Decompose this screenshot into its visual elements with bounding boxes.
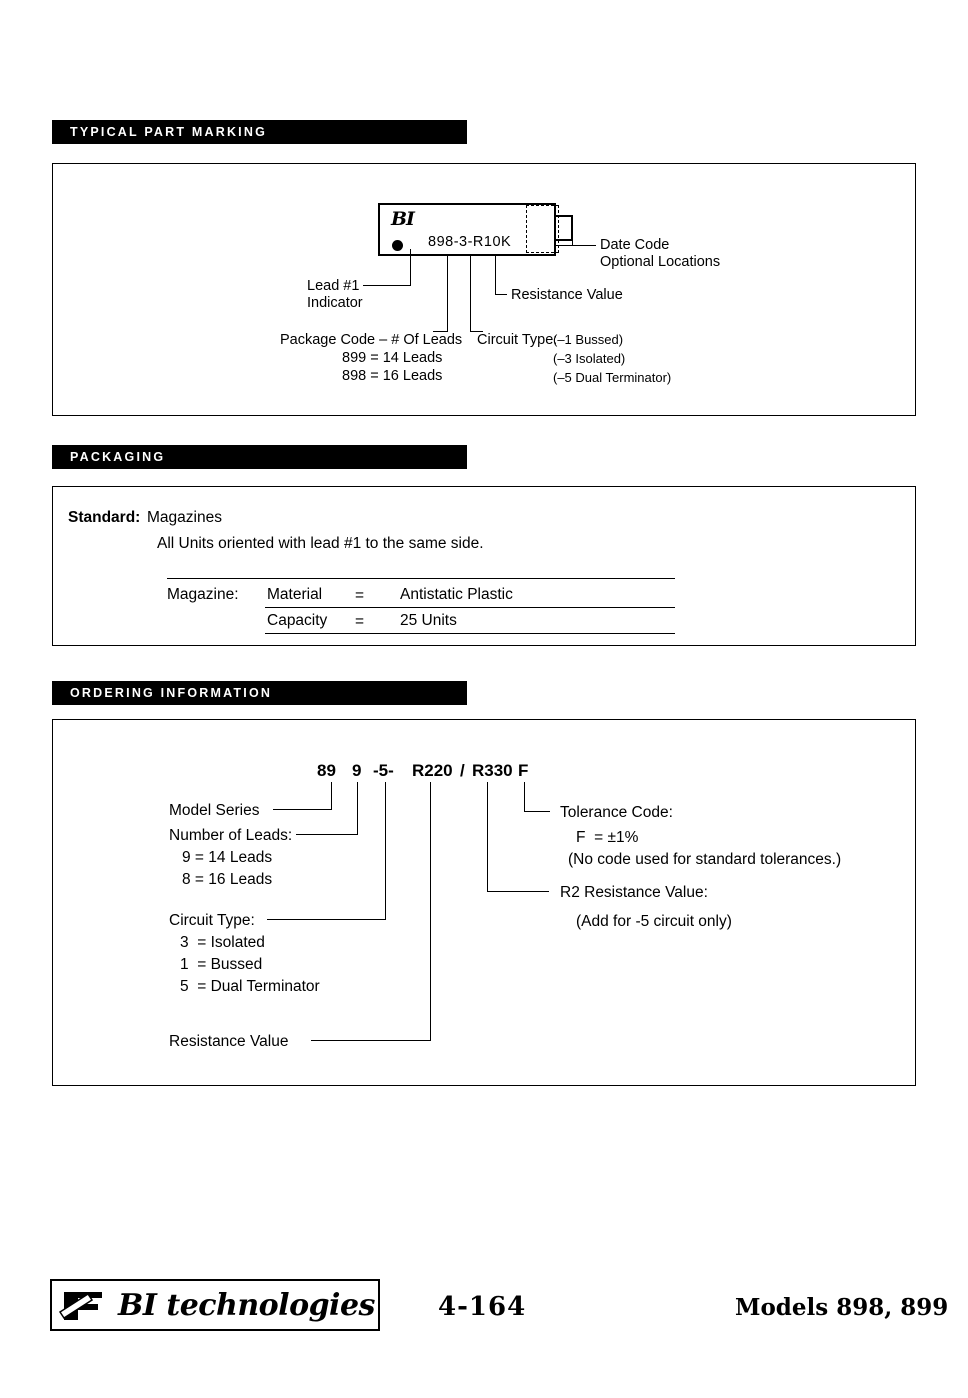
ordering-label-tolerance-code: Tolerance Code: <box>560 804 673 821</box>
callout-circuit-1: (–1 Bussed) <box>553 332 624 347</box>
callout-circuit-5: (–5 Dual Terminator) <box>553 370 672 385</box>
leader-leads-horiz <box>296 834 358 835</box>
ordering-label-circuit-type: Circuit Type: <box>169 912 255 929</box>
leader-resistance-vert <box>495 256 496 295</box>
callout-circuit-type: Circuit Type: <box>477 332 558 348</box>
leader-resistance-value-horiz <box>311 1040 431 1041</box>
packaging-rule-top <box>167 578 675 579</box>
order-code-circuit-type: -5- <box>373 761 394 780</box>
ordering-label-circuit-1: 1 = Bussed <box>180 956 263 973</box>
chip-marking-text: 898-3-R10K <box>428 234 512 250</box>
order-code-model-series: 89 <box>317 761 336 780</box>
leader-tolerance-horiz <box>524 811 550 812</box>
footer-models: Models 898, 899 <box>735 1294 949 1321</box>
callout-lead1: Lead #1 <box>307 278 360 294</box>
callout-resistance-value: Resistance Value <box>511 287 623 303</box>
callout-date-code-optional: Optional Locations <box>600 254 721 270</box>
packaging-row-property-0: Material <box>267 586 323 603</box>
leader-r2-horiz <box>487 891 549 892</box>
date-code-location-box <box>526 205 559 253</box>
leader-package-vert <box>447 256 448 332</box>
ordering-label-leads-9: 9 = 14 Leads <box>182 849 273 866</box>
ordering-label-circuit-5: 5 = Dual Terminator <box>180 978 320 995</box>
leader-model-series-vert <box>331 782 332 810</box>
callout-package-898: 898 = 16 Leads <box>342 368 443 384</box>
callout-circuit-3: (–3 Isolated) <box>553 351 626 366</box>
section-header-part-marking <box>52 120 467 144</box>
callout-package-code: Package Code – # Of Leads <box>280 332 463 348</box>
order-code-tolerance: F <box>518 761 529 780</box>
chip-logo-bi: BI <box>391 208 414 230</box>
packaging-row-value-1: 25 Units <box>400 612 457 629</box>
footer-logo-box <box>50 1279 380 1331</box>
footer-page-number: 4-164 <box>438 1292 527 1322</box>
packaging-magazine-label: Magazine: <box>167 586 239 603</box>
order-code-number-of-leads: 9 <box>352 761 362 780</box>
lead1-dot-icon <box>392 240 403 251</box>
leader-circuit-type-vert <box>385 782 386 920</box>
leader-model-series-horiz <box>273 809 332 810</box>
ordering-label-tolerance-note: (No code used for standard tolerances.) <box>568 851 842 868</box>
ordering-label-model-series: Model Series <box>169 802 260 819</box>
leader-tolerance-vert <box>524 782 525 812</box>
section-title-ordering: ORDERING INFORMATION <box>70 686 273 700</box>
section-title-part-marking: TYPICAL PART MARKING <box>70 125 268 139</box>
leader-resistance-value-vert <box>430 782 431 1041</box>
ordering-label-circuit-3: 3 = Isolated <box>180 934 265 951</box>
leader-date-code <box>556 245 596 246</box>
packaging-row-equals-0: = <box>355 587 365 604</box>
packaging-standard-value: Magazines <box>147 509 222 526</box>
packaging-rule-mid <box>265 607 675 608</box>
order-code-r2-value: R330 <box>472 761 513 780</box>
packaging-row-property-1: Capacity <box>267 612 328 629</box>
ordering-label-leads-8: 8 = 16 Leads <box>182 871 273 888</box>
bi-technologies-logo-icon <box>58 1282 110 1328</box>
ordering-label-resistance-value: Resistance Value <box>169 1033 289 1050</box>
ordering-label-number-of-leads: Number of Leads: <box>169 827 293 844</box>
packaging-row-equals-1: = <box>355 613 365 630</box>
footer-brand-text: BI technologies <box>118 1287 375 1323</box>
callout-package-899: 899 = 14 Leads <box>342 350 443 366</box>
packaging-standard-note: All Units oriented with lead #1 to the same side. <box>157 535 484 552</box>
leader-circuit-type-horiz <box>267 919 386 920</box>
order-code-slash: / <box>460 761 465 780</box>
part-marking-frame <box>52 163 916 416</box>
leader-resistance-horiz <box>495 294 507 295</box>
section-title-packaging: PACKAGING <box>70 450 166 464</box>
section-header-packaging <box>52 445 467 469</box>
leader-circuit-vert <box>470 256 471 332</box>
packaging-standard-label: Standard: <box>68 509 141 526</box>
section-header-ordering <box>52 681 467 705</box>
order-code-r1-value: R220 <box>412 761 453 780</box>
packaging-row-value-0: Antistatic Plastic <box>400 586 513 603</box>
leader-date-code-vert <box>572 228 573 246</box>
ordering-label-r2-value: R2 Resistance Value: <box>560 884 708 901</box>
leader-leads-vert <box>357 782 358 835</box>
leader-lead1-vert <box>410 249 411 286</box>
callout-lead1-indicator: Indicator <box>307 295 363 311</box>
ordering-label-tolerance-f: F = ±1% <box>576 829 639 846</box>
packaging-rule-bottom <box>265 633 675 634</box>
ordering-label-r2-note: (Add for -5 circuit only) <box>576 913 732 930</box>
callout-date-code: Date Code <box>600 237 670 253</box>
leader-lead1 <box>363 285 411 286</box>
leader-r2-vert <box>487 782 488 892</box>
